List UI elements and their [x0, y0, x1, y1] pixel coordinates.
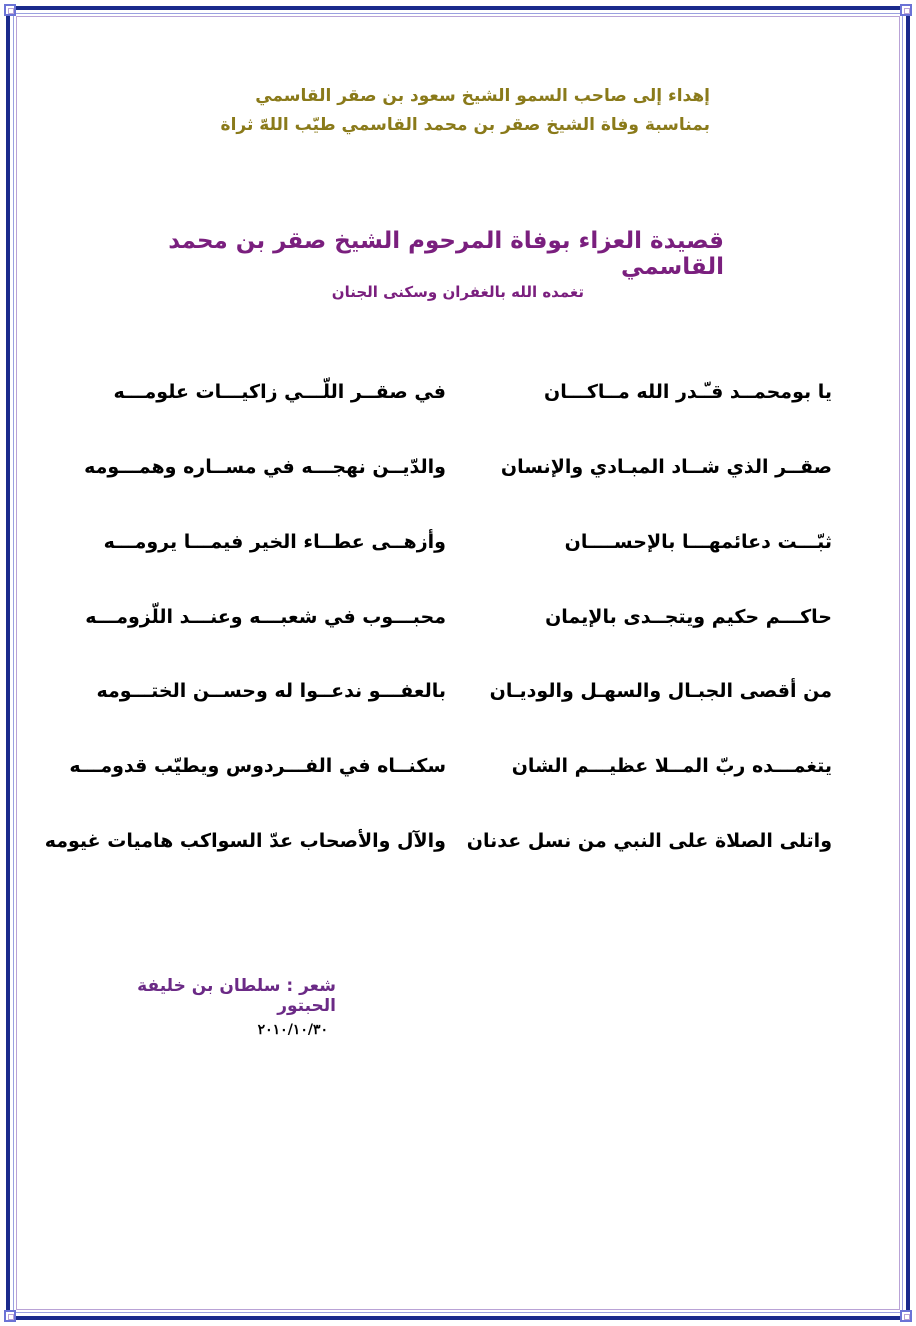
verse-4-first-hemistich: حاكـــم حكيم ويتجــدى بالإيمان — [545, 606, 832, 628]
verse-6-second-hemistich: سكنــاه في الفـــردوس ويطيّب قدومـــه — [69, 755, 446, 777]
verse-2-second-hemistich: والدّيــن نهجـــه في مســاره وهمـــومه — [84, 456, 446, 478]
verse-6-first-hemistich: يتغمـــده ربّ المــلا عظيـــم الشان — [511, 755, 832, 777]
poet-credit: شعر : سلطان بن خليفة الحبتور — [137, 976, 336, 1016]
verse-1-first-hemistich: يا بومحمــد قـّـدر الله مــاكـــان — [544, 381, 832, 403]
verse-5-second-hemistich: بالعفـــو ندعــوا له وحســن الختـــومه — [96, 680, 446, 702]
verse-7-second-hemistich: والآل والأصحاب عدّ السواكب هاميات غيومه — [44, 830, 446, 852]
verse-1-second-hemistich: في صقــر اللّـــي زاكيـــات علومـــه — [113, 381, 446, 403]
dedication-line-1: إهداء إلى صاحب السمو الشيخ سعود بن صقر القاسمي — [255, 86, 710, 106]
page-border-inner — [16, 16, 900, 1310]
verse-5-first-hemistich: من أقصى الجبـال والسهـل والوديـان — [489, 680, 832, 702]
verse-4-second-hemistich: محبـــوب في شعبـــه وعنـــد اللّزومـــه — [85, 606, 446, 628]
corner-ornament-bottom-right — [900, 1310, 912, 1322]
corner-ornament-top-left — [4, 4, 16, 16]
corner-ornament-bottom-left — [4, 1310, 16, 1322]
dedication-line-2: بمناسبة وفاة الشيخ صقر بن محمد القاسمي طيّب اللهّ ثراة — [220, 115, 710, 135]
verse-3-second-hemistich: وأزهــى عطــاء الخير فيمـــا يرومـــه — [103, 531, 446, 553]
verse-2-first-hemistich: صقــر الذي شــاد المبـادي والإنسان — [500, 456, 832, 478]
poem-date: ٢٠١٠/١٠/٣٠ — [257, 1022, 328, 1038]
poem-subtitle: تغمده الله بالغفران وسكنى الجنان — [331, 283, 584, 301]
poem-title: قصيدة العزاء بوفاة المرحوم الشيخ صقر بن محمد القاسمي — [168, 228, 724, 280]
corner-ornament-top-right — [900, 4, 912, 16]
verse-7-first-hemistich: واتلى الصلاة على النبي من نسل عدنان — [466, 830, 832, 852]
verse-3-first-hemistich: ثبّـــت دعائمهـــا بالإحســــان — [564, 531, 832, 553]
